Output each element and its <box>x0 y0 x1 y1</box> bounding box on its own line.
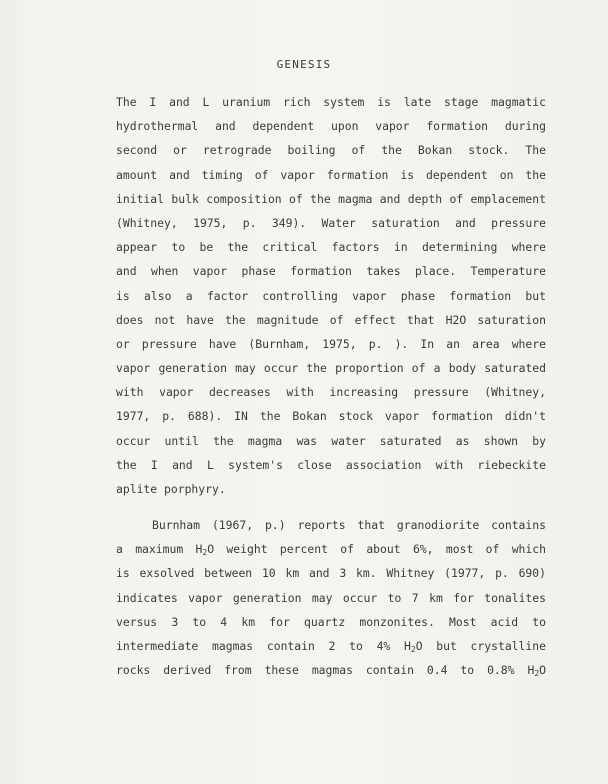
text-fragment: intermediate magmas contain 2 to 4% H <box>116 638 411 653</box>
text-line <box>116 658 546 682</box>
text-fragment: a maximum H <box>116 542 203 557</box>
text-line: the I and L system's close association with riebeckite <box>116 457 546 472</box>
text-line: is also a factor controlling vapor phase formation but <box>116 288 546 303</box>
text-line: second or retrograde boiling of the Bokan stock. The <box>116 143 546 158</box>
text-fragment: O <box>539 663 546 678</box>
paragraph-genesis-1 <box>116 90 546 501</box>
text-line: 1977, p. 688). IN the Bokan stock vapor formation didn't <box>116 409 546 424</box>
text-line <box>116 634 546 658</box>
text-line: does not have the magnitude of effect that H2O saturation <box>116 312 546 327</box>
subscript: 2 <box>202 548 208 558</box>
text-line: indicates vapor generation may occur to 7 km for tonalites <box>116 590 546 605</box>
text-line: is exsolved between 10 km and 3 km. Whitney (1977, p. 690) <box>116 566 546 581</box>
text-fragment: O but crystalline <box>415 638 546 653</box>
text-line <box>116 537 546 561</box>
text-line: aplite porphyry. <box>116 482 226 496</box>
text-line: and when vapor phase formation takes place. Temperature <box>116 264 546 279</box>
text-fragment: O weight percent of about 6%, most of which <box>207 542 546 557</box>
page-title: GENESIS <box>276 58 332 71</box>
text-line: (Whitney, 1975, p. 349). Water saturation and pressure <box>116 215 546 230</box>
text-line: occur until the magma was water saturated as shown by <box>116 433 546 448</box>
paragraph-genesis-2 <box>116 513 546 682</box>
subscript: 2 <box>534 669 540 679</box>
text-line: versus 3 to 4 km for quartz monzonites. Most acid to <box>116 614 546 629</box>
text-line: Burnham (1967, p.) reports that granodiorite contains <box>152 518 546 532</box>
text-line: amount and timing of vapor formation is dependent on the <box>116 167 546 182</box>
text-fragment: rocks derived from these magmas contain 0.4 to 0.8% H <box>116 663 535 678</box>
text-line: or pressure have (Burnham, 1975, p. ). In an area where <box>116 336 546 351</box>
text-line: initial bulk composition of the magma and depth of emplacement <box>116 191 546 206</box>
text-line: with vapor decreases with increasing pressure (Whitney, <box>116 385 546 400</box>
text-line: appear to be the critical factors in determining where <box>116 240 546 255</box>
subscript: 2 <box>410 644 416 654</box>
text-line: hydrothermal and dependent upon vapor formation during <box>116 119 546 134</box>
text-line: vapor generation may occur the proportion of a body saturated <box>116 361 546 376</box>
text-line: The I and L uranium rich system is late stage magmatic <box>116 95 546 109</box>
